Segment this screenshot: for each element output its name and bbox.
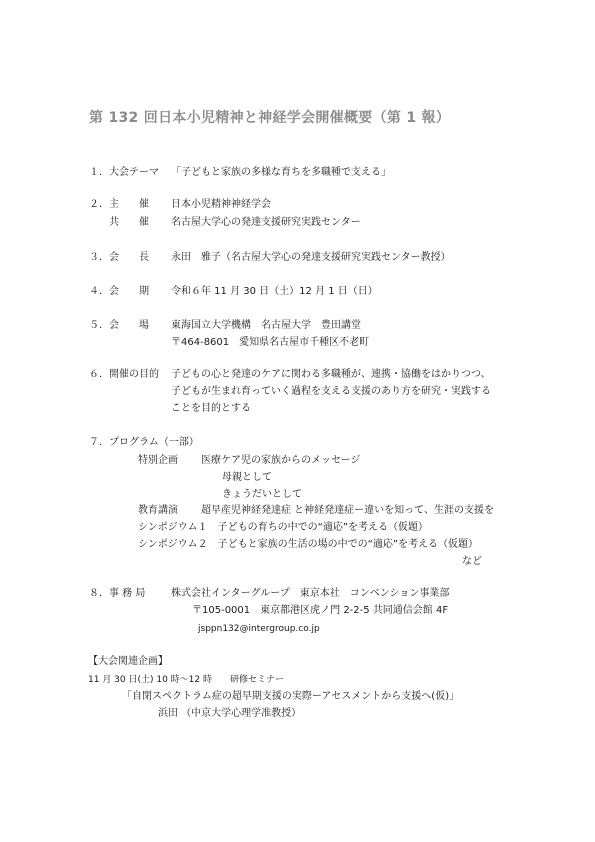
section-7-number: ７． xyxy=(89,437,109,448)
program-special-sub1: 母親として xyxy=(222,472,272,483)
section-3-number: ３． xyxy=(89,252,109,263)
related-speaker: 浜田 （中京大学心理学准教授） xyxy=(158,708,302,719)
program-special-title: 医療ケア児の家族からのメッセージ xyxy=(201,455,361,466)
section-5-label: 会 場 xyxy=(109,320,149,331)
section-3-text: 永田 雅子（名古屋大学心の発達支援研究実践センター教授） xyxy=(171,252,451,263)
section-1-label: 大会テーマ xyxy=(109,167,159,178)
office-line-1: 株式会社インターグループ 東京本社 コンベンション事業部 xyxy=(171,588,450,599)
section-5-text-2: 〒464-8601 愛知県名古屋市千種区不老町 xyxy=(171,337,370,348)
section-2-number: ２． xyxy=(89,199,109,210)
section-3-label: 会 長 xyxy=(109,252,149,263)
section-8-number: ８． xyxy=(89,588,109,599)
section-6-text-3: ことを目的とする xyxy=(171,403,251,414)
section-6-number: ６． xyxy=(89,369,109,380)
program-symposium-2: シンポジウム２ 子どもと家族の生活の場の中での“適応”を考える（仮題） xyxy=(138,539,479,550)
program-special-sub2: きょうだいとして xyxy=(222,489,302,500)
related-datetime: 11 月 30 日(土) 10 時～12 時 研修セミナー xyxy=(88,675,284,685)
cohost-text: 名古屋大学心の発達支援研究実践センター xyxy=(171,217,361,228)
section-1-number: １． xyxy=(89,167,109,178)
office-email: jsppn132@intergroup.co.jp xyxy=(198,624,320,634)
program-special-label: 特別企画 xyxy=(138,455,178,466)
section-5-number: ５． xyxy=(89,320,109,331)
related-seminar-title: 「自閉スペクトラム症の超早期支援の実際ーアセスメントから支援へ(仮)」 xyxy=(122,691,460,702)
section-2-text: 日本小児精神神経学会 xyxy=(171,199,271,210)
program-edu-label: 教育講演 xyxy=(138,505,178,516)
section-4-label: 会 期 xyxy=(109,286,149,297)
section-4-number: ４． xyxy=(89,286,109,297)
section-8-label: 事 務 局 xyxy=(109,588,146,599)
program-symposium-1: シンポジウム１ 子どもの育ちの中での“適応”を考える（仮題） xyxy=(138,522,429,533)
program-edu-title: 超早産児神経発達症 と神経発達症ー違いを知って、生涯の支援を xyxy=(201,505,494,516)
section-2-label: 主 催 xyxy=(109,199,149,210)
section-4-text: 令和６年 11 月 30 日（土）12 月 1 日（日） xyxy=(171,286,378,297)
section-6-text-2: 子どもが生まれ育っていく過程を支える支援のあり方を研究・実践する xyxy=(171,386,491,397)
section-1-text: 「子どもと家族の多様な育ちを多職種で支える」 xyxy=(171,167,391,178)
section-6-label: 開催の目的 xyxy=(109,369,159,380)
section-6-text-1: 子どもの心と発達のケアに関わる多職種が、連携・協働をはかりつつ、 xyxy=(171,369,491,380)
office-line-2: 〒105-0001 東京都港区虎ノ門 2-2-5 共同通信会館 4F xyxy=(192,605,449,616)
page-title: 第 132 回日本小児精神と神経学会開催概要（第 1 報） xyxy=(89,110,451,126)
cohost-label: 共 催 xyxy=(109,217,149,228)
related-heading: 【大会関連企画】 xyxy=(88,656,168,667)
program-etc: など xyxy=(462,556,482,567)
section-7-label: プログラム（一部） xyxy=(109,437,199,448)
section-5-text-1: 東海国立大学機構 名古屋大学 豊田講堂 xyxy=(171,320,361,331)
